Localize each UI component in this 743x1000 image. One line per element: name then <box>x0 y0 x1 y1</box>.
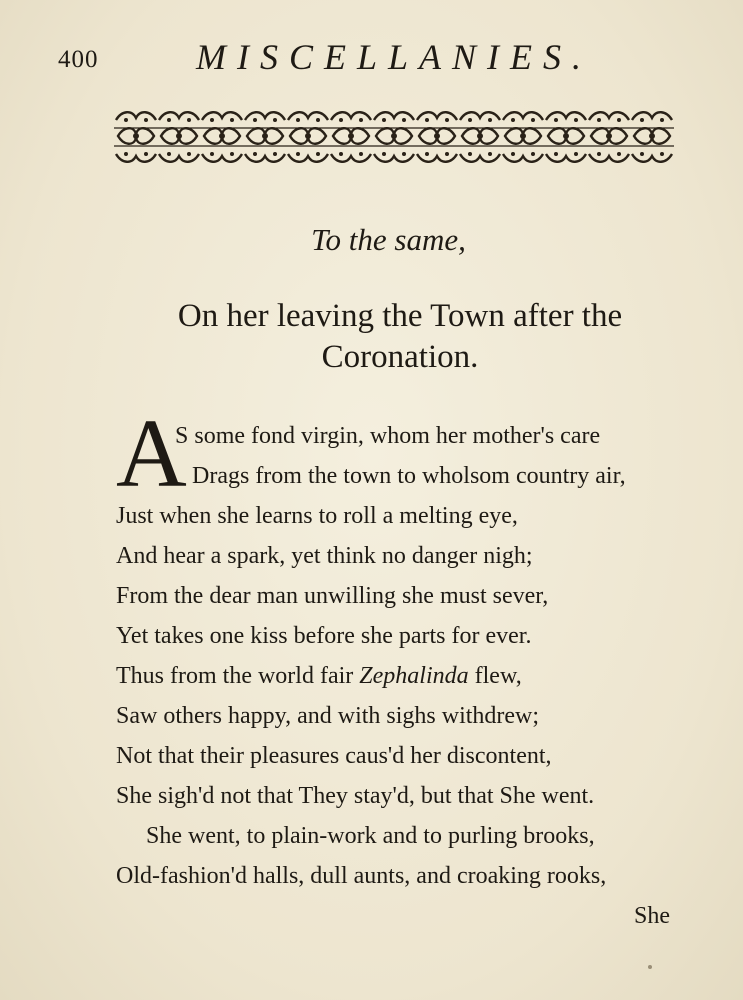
verse-line: From the dear man unwilling she must sever, <box>116 583 549 609</box>
verse-line: Saw others happy, and with sighs withdrew; <box>116 703 540 729</box>
running-head: MISCELLANIES. <box>196 37 593 77</box>
poem-subtitle <box>100 296 700 378</box>
italic-name: Zephalinda <box>359 663 469 689</box>
subtitle-line-1: On her leaving the Town after the <box>177 298 623 334</box>
verse-line: Thus from the world fair Zephalinda flew, <box>116 663 522 689</box>
verse-line: And hear a spark, yet think no danger nigh; <box>116 543 533 569</box>
verse-line: She went, to plain-work and to purling brooks, <box>146 823 595 849</box>
verse-line: Just when she learns to roll a melting eye, <box>116 503 518 529</box>
verse-line: Not that their pleasures caus'd her discontent, <box>116 743 552 769</box>
ornamental-headpiece <box>114 106 680 170</box>
verse-line: She sigh'd not that They stay'd, but that She went. <box>116 783 595 809</box>
verse-line: S some fond virgin, whom her mother's care <box>175 423 601 449</box>
drop-cap: A <box>116 400 187 508</box>
poem-heading: To the same, <box>311 222 466 257</box>
page-number: 400 <box>58 46 99 73</box>
subtitle-line-2: Coronation. <box>321 339 479 375</box>
verse-line: Old-fashion'd halls, dull aunts, and croaking rooks, <box>116 863 607 889</box>
verse-line: Yet takes one kiss before she parts for ever. <box>116 623 532 649</box>
verse-line: Drags from the town to wholsom country air, <box>192 463 626 489</box>
catchword: She <box>634 903 670 929</box>
paper-speck <box>648 965 652 969</box>
